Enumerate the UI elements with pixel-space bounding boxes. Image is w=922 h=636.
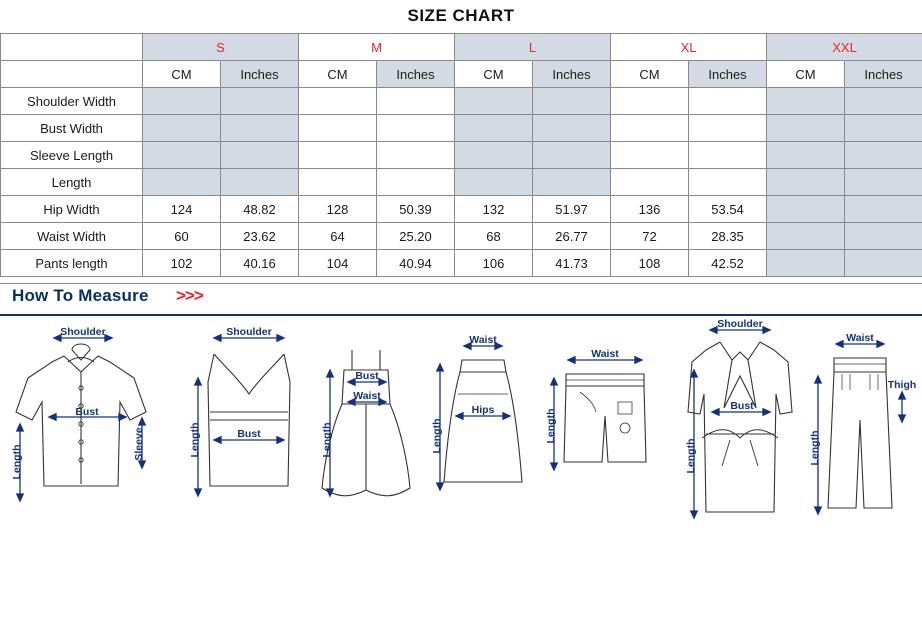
svg-text:Waist: Waist <box>353 390 381 402</box>
cell: 60 <box>143 223 221 250</box>
cell <box>455 142 533 169</box>
cell <box>377 142 455 169</box>
unit-header-xxl-inches: Inches <box>845 61 922 88</box>
svg-text:Sleeve: Sleeve <box>133 427 145 461</box>
cell <box>767 88 845 115</box>
svg-text:Bust: Bust <box>730 400 754 412</box>
table-row-sizes <box>1 34 922 61</box>
cell: 106 <box>455 250 533 277</box>
figure-pants <box>806 316 918 526</box>
svg-text:Length: Length <box>545 408 557 444</box>
svg-text:Waist: Waist <box>469 334 497 346</box>
table-row <box>1 142 922 169</box>
cell: 104 <box>299 250 377 277</box>
cell <box>689 88 767 115</box>
size-chart-table <box>0 33 922 277</box>
figure-tank-top <box>186 316 312 526</box>
svg-text:Shoulder: Shoulder <box>226 326 272 338</box>
row-label: Bust Width <box>1 115 143 142</box>
cell <box>299 142 377 169</box>
figure-blouse <box>6 316 182 526</box>
cell <box>689 115 767 142</box>
cell <box>767 169 845 196</box>
cell: 41.73 <box>533 250 611 277</box>
unit-header-s-inches: Inches <box>221 61 299 88</box>
svg-text:Length: Length <box>321 422 333 458</box>
svg-text:Waist: Waist <box>846 332 874 344</box>
size-header-l: L <box>455 34 611 61</box>
cell <box>377 115 455 142</box>
cell: 132 <box>455 196 533 223</box>
cell <box>533 142 611 169</box>
table-row <box>1 169 922 196</box>
cell <box>143 169 221 196</box>
svg-text:Length: Length <box>11 444 23 480</box>
cell <box>377 169 455 196</box>
table-row <box>1 223 922 250</box>
cell: 42.52 <box>689 250 767 277</box>
figure-coat <box>672 316 808 526</box>
cell <box>533 115 611 142</box>
cell: 53.54 <box>689 196 767 223</box>
table-row-units <box>1 61 922 88</box>
row-label: Sleeve Length <box>1 142 143 169</box>
unit-header-xl-inches: Inches <box>689 61 767 88</box>
cell <box>533 169 611 196</box>
svg-text:Bust: Bust <box>355 370 379 382</box>
svg-text:Length: Length <box>685 438 697 474</box>
unit-header-xl-cm: CM <box>611 61 689 88</box>
cell <box>611 142 689 169</box>
table-row <box>1 88 922 115</box>
cell <box>533 88 611 115</box>
cell <box>455 115 533 142</box>
svg-text:Shoulder: Shoulder <box>60 326 106 338</box>
size-header-xxl: XXL <box>767 34 922 61</box>
cell <box>845 250 922 277</box>
unit-header-xxl-cm: CM <box>767 61 845 88</box>
cell <box>767 142 845 169</box>
cell <box>767 250 845 277</box>
svg-text:Shoulder: Shoulder <box>717 318 763 330</box>
row-label: Pants length <box>1 250 143 277</box>
cell <box>611 169 689 196</box>
cell <box>611 115 689 142</box>
cell <box>767 196 845 223</box>
cell: 50.39 <box>377 196 455 223</box>
cell: 136 <box>611 196 689 223</box>
cell <box>767 223 845 250</box>
cell <box>299 88 377 115</box>
cell <box>299 169 377 196</box>
size-header-xl: XL <box>611 34 767 61</box>
table-row <box>1 250 922 277</box>
cell <box>221 169 299 196</box>
cell <box>377 88 455 115</box>
cell <box>221 88 299 115</box>
svg-text:Thigh: Thigh <box>887 379 917 391</box>
svg-text:Length: Length <box>189 422 201 458</box>
cell <box>611 88 689 115</box>
cell: 108 <box>611 250 689 277</box>
cell <box>845 115 922 142</box>
cell <box>767 115 845 142</box>
how-to-measure-title: How To Measure <box>12 286 149 305</box>
cell: 128 <box>299 196 377 223</box>
how-to-measure-section <box>0 283 922 526</box>
units-corner-cell <box>1 61 143 88</box>
svg-text:Bust: Bust <box>237 428 261 440</box>
cell: 124 <box>143 196 221 223</box>
cell: 40.16 <box>221 250 299 277</box>
cell <box>143 115 221 142</box>
cell <box>455 88 533 115</box>
cell <box>221 115 299 142</box>
cell: 28.35 <box>689 223 767 250</box>
cell: 26.77 <box>533 223 611 250</box>
chevrons-icon: >>> <box>176 286 203 305</box>
cell: 72 <box>611 223 689 250</box>
cell <box>845 196 922 223</box>
cell: 23.62 <box>221 223 299 250</box>
cell: 68 <box>455 223 533 250</box>
row-label: Hip Width <box>1 196 143 223</box>
size-header-s: S <box>143 34 299 61</box>
size-header-m: M <box>299 34 455 61</box>
figure-dress <box>316 316 426 526</box>
svg-text:Length: Length <box>431 418 443 454</box>
cell: 64 <box>299 223 377 250</box>
cell: 25.20 <box>377 223 455 250</box>
cell <box>143 88 221 115</box>
cell <box>221 142 299 169</box>
row-label: Waist Width <box>1 223 143 250</box>
how-to-measure-banner <box>0 284 922 316</box>
cell: 48.82 <box>221 196 299 223</box>
row-label: Length <box>1 169 143 196</box>
cell <box>143 142 221 169</box>
page-title: SIZE CHART <box>407 6 515 25</box>
cell <box>689 169 767 196</box>
table-row <box>1 196 922 223</box>
table-row <box>1 115 922 142</box>
cell <box>845 88 922 115</box>
cell <box>845 169 922 196</box>
unit-header-m-cm: CM <box>299 61 377 88</box>
measurement-figures <box>0 316 922 526</box>
cell: 51.97 <box>533 196 611 223</box>
cell <box>845 142 922 169</box>
cell <box>455 169 533 196</box>
cell: 102 <box>143 250 221 277</box>
cell <box>299 115 377 142</box>
unit-header-m-inches: Inches <box>377 61 455 88</box>
figure-shorts <box>540 316 670 526</box>
svg-text:Bust: Bust <box>75 406 99 418</box>
svg-text:Waist: Waist <box>591 348 619 360</box>
figure-skirt <box>428 316 538 526</box>
svg-text:Length: Length <box>809 430 821 466</box>
unit-header-l-inches: Inches <box>533 61 611 88</box>
corner-cell <box>1 34 143 61</box>
cell: 40.94 <box>377 250 455 277</box>
svg-text:Hips: Hips <box>471 404 495 416</box>
cell <box>845 223 922 250</box>
row-label: Shoulder Width <box>1 88 143 115</box>
unit-header-s-cm: CM <box>143 61 221 88</box>
cell <box>689 142 767 169</box>
unit-header-l-cm: CM <box>455 61 533 88</box>
